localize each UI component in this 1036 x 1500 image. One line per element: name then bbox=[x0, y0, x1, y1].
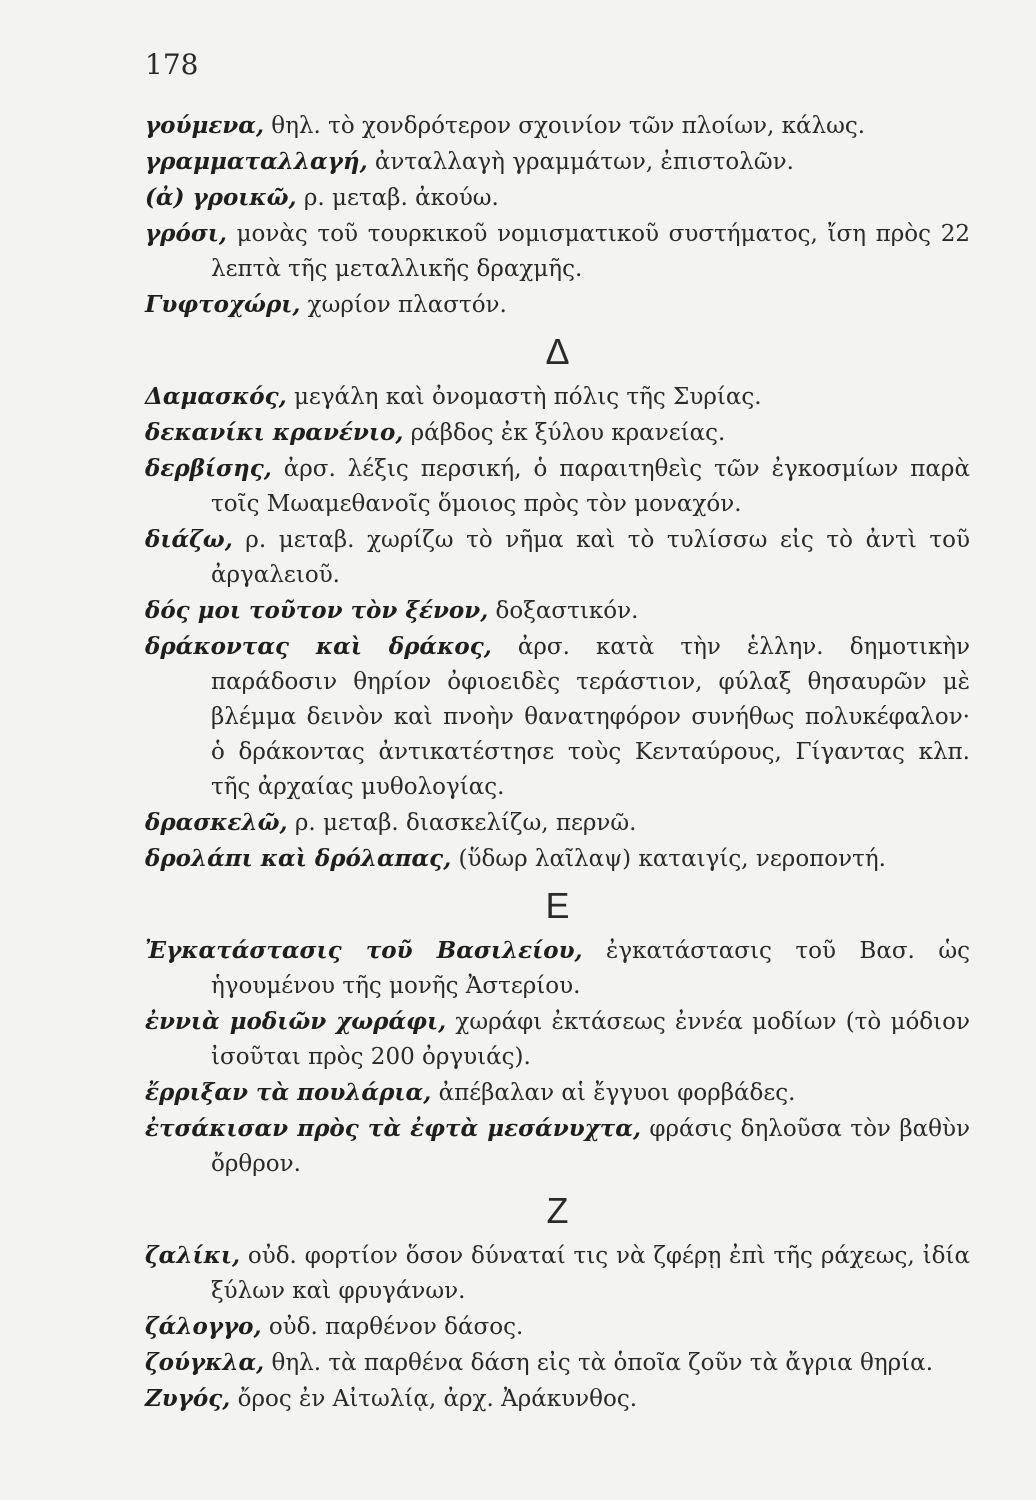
entry-term: Γυφτοχώρι, bbox=[145, 291, 301, 318]
glossary-entry bbox=[145, 841, 970, 877]
entry-definition: οὐδ. παρθένον δάσος. bbox=[261, 1314, 524, 1340]
glossary-entry bbox=[145, 287, 970, 323]
entry-term: Ἐγκατάστασις τοῦ Βασιλείου, bbox=[145, 937, 583, 964]
glossary-entry bbox=[145, 180, 970, 216]
glossary-entry bbox=[145, 1075, 970, 1111]
section-zeta bbox=[145, 1186, 970, 1417]
entry-term: (ἀ) γροικῶ, bbox=[145, 184, 297, 211]
entry-term: ἔρριξαν τὰ πουλάρια, bbox=[145, 1079, 432, 1106]
entry-definition: (ὕδωρ λαῖλαψ) καταιγίς, νεροποντή. bbox=[451, 846, 886, 872]
entry-definition: μονὰς τοῦ τουρκικοῦ νομισματικοῦ συστήματος, ἴση πρὸς 22 λεπτὰ τῆς μεταλλικῆς δραχμῆς. bbox=[211, 221, 970, 282]
glossary-entry bbox=[145, 1309, 970, 1345]
glossary-entry bbox=[145, 933, 970, 1004]
entry-definition: δοξαστικόν. bbox=[488, 598, 639, 624]
entry-definition: ράβδος ἐκ ξύλου κρανείας. bbox=[403, 420, 726, 446]
glossary-entry bbox=[145, 1345, 970, 1381]
section-heading: Ε bbox=[545, 885, 570, 926]
glossary-entry bbox=[145, 1381, 970, 1417]
section-heading: Δ bbox=[545, 331, 570, 372]
entry-term: δρασκελῶ, bbox=[145, 809, 288, 836]
glossary-entry bbox=[145, 805, 970, 841]
entry-definition: οὐδ. φορτίον ὅσον δύναταί τις νὰ ζφέρῃ ἐπὶ τῆς ράχεως, ἰδία ξύλων καὶ φρυγάνων. bbox=[211, 1243, 970, 1304]
page-number: 178 bbox=[145, 48, 199, 81]
entry-term: ζαλίκι, bbox=[145, 1242, 240, 1269]
entry-term: δός μοι τοῦτον τὸν ξένον, bbox=[145, 597, 489, 624]
glossary-entry bbox=[145, 1238, 970, 1309]
glossary-entry bbox=[145, 629, 970, 805]
entry-definition: χωράφι ἐκτάσεως ἐννέα μοδίων (τὸ μόδιον ἰσοῦται πρὸς 200 ὀργυιάς). bbox=[211, 1009, 970, 1070]
section-heading: Ζ bbox=[546, 1190, 569, 1231]
entry-definition: ἀρσ. κατὰ τὴν ἑλλην. δημοτικὴν παράδοσιν θηρίον ὀφιοειδὲς τεράστιον, φύλαξ θησαυρῶν μὲ βλέμμα δεινὸν καὶ πνοὴν θανατηφόρον συνήθως πολυκέφαλον· ὁ δράκοντας ἀντικατέστησε τοὺς Κενταύρους, Γίγαντας κλπ. τῆς ἀρχαίας μυθολογίας. bbox=[211, 634, 970, 800]
section-delta bbox=[145, 327, 970, 877]
glossary-entry bbox=[145, 1111, 970, 1182]
entry-term: ζούγκλα, bbox=[145, 1349, 265, 1376]
glossary-entry bbox=[145, 522, 970, 593]
glossary-entry bbox=[145, 415, 970, 451]
entry-definition: ἀνταλλαγὴ γραμμάτων, ἐπιστολῶν. bbox=[367, 149, 794, 175]
entry-term: δρολάπι καὶ δρόλαπας, bbox=[145, 845, 452, 872]
glossary-entry bbox=[145, 593, 970, 629]
entry-definition: μεγάλη καὶ ὀνομαστὴ πόλις τῆς Συρίας. bbox=[286, 384, 762, 410]
entry-term: δεκανίκι κρανένιο, bbox=[145, 419, 404, 446]
entry-term: Δαμασκός, bbox=[145, 383, 287, 410]
entry-definition: χωρίον πλαστόν. bbox=[300, 292, 507, 318]
entry-term: δερβίσης, bbox=[145, 455, 272, 482]
entry-definition: ρ. μεταβ. χωρίζω τὸ νῆμα καὶ τὸ τυλίσσω εἰς τὸ ἀντὶ τοῦ ἀργαλειοῦ. bbox=[211, 527, 970, 588]
glossary-entry bbox=[145, 144, 970, 180]
entry-term: ζάλογγο, bbox=[145, 1313, 262, 1340]
section-epsilon bbox=[145, 881, 970, 1182]
entry-definition: ἀρσ. λέξις περσική, ὁ παραιτηθεὶς τῶν ἐγκοσμίων παρὰ τοῖς Μωαμεθανοῖς ὅμοιος πρὸς τὸν μοναχόν. bbox=[211, 456, 970, 517]
entry-definition: ὄρος ἐν Αἰτωλίᾳ, ἀρχ. Ἀράκυνθος. bbox=[230, 1386, 638, 1412]
entry-definition: ἐγκατάστασις τοῦ Βασ. ὡς ἡγουμένου τῆς μονῆς Ἀστερίου. bbox=[211, 938, 970, 999]
entry-definition: ἀπέβαλαν αἱ ἔγγυοι φορβάδες. bbox=[431, 1080, 796, 1106]
entry-definition: ρ. μεταβ. ἀκούω. bbox=[296, 185, 499, 211]
entry-definition: φράσις δηλοῦσα τὸν βαθὺν ὄρθρον. bbox=[211, 1116, 970, 1177]
entry-term: δράκοντας καὶ δράκος, bbox=[145, 633, 492, 660]
glossary-text bbox=[145, 108, 970, 1417]
entry-term: ἐτσάκισαν πρὸς τὰ ἐφτὰ μεσάνυχτα, bbox=[145, 1115, 641, 1142]
entry-definition: θηλ. τὰ παρθένα δάση εἰς τὰ ὁποῖα ζοῦν τὰ ἄγρια θηρία. bbox=[264, 1350, 934, 1376]
glossary-entry bbox=[145, 379, 970, 415]
entry-term: γούμενα, bbox=[145, 112, 264, 139]
entry-term: γραμματαλλαγή, bbox=[145, 148, 368, 175]
entry-definition: ρ. μεταβ. διασκελίζω, περνῶ. bbox=[287, 810, 637, 836]
glossary-entry bbox=[145, 451, 970, 522]
entry-term: διάζω, bbox=[145, 526, 233, 553]
glossary-entry bbox=[145, 108, 970, 144]
glossary-entry bbox=[145, 1004, 970, 1075]
entry-term: Ζυγός, bbox=[145, 1385, 231, 1412]
section-gamma bbox=[145, 108, 970, 323]
entry-term: ἐννιὰ μοδιῶν χωράφι, bbox=[145, 1008, 447, 1035]
entry-definition: θηλ. τὸ χονδρότερον σχοινίον τῶν πλοίων, κάλως. bbox=[263, 113, 866, 139]
glossary-entry bbox=[145, 216, 970, 287]
entry-term: γρόσι, bbox=[145, 220, 227, 247]
